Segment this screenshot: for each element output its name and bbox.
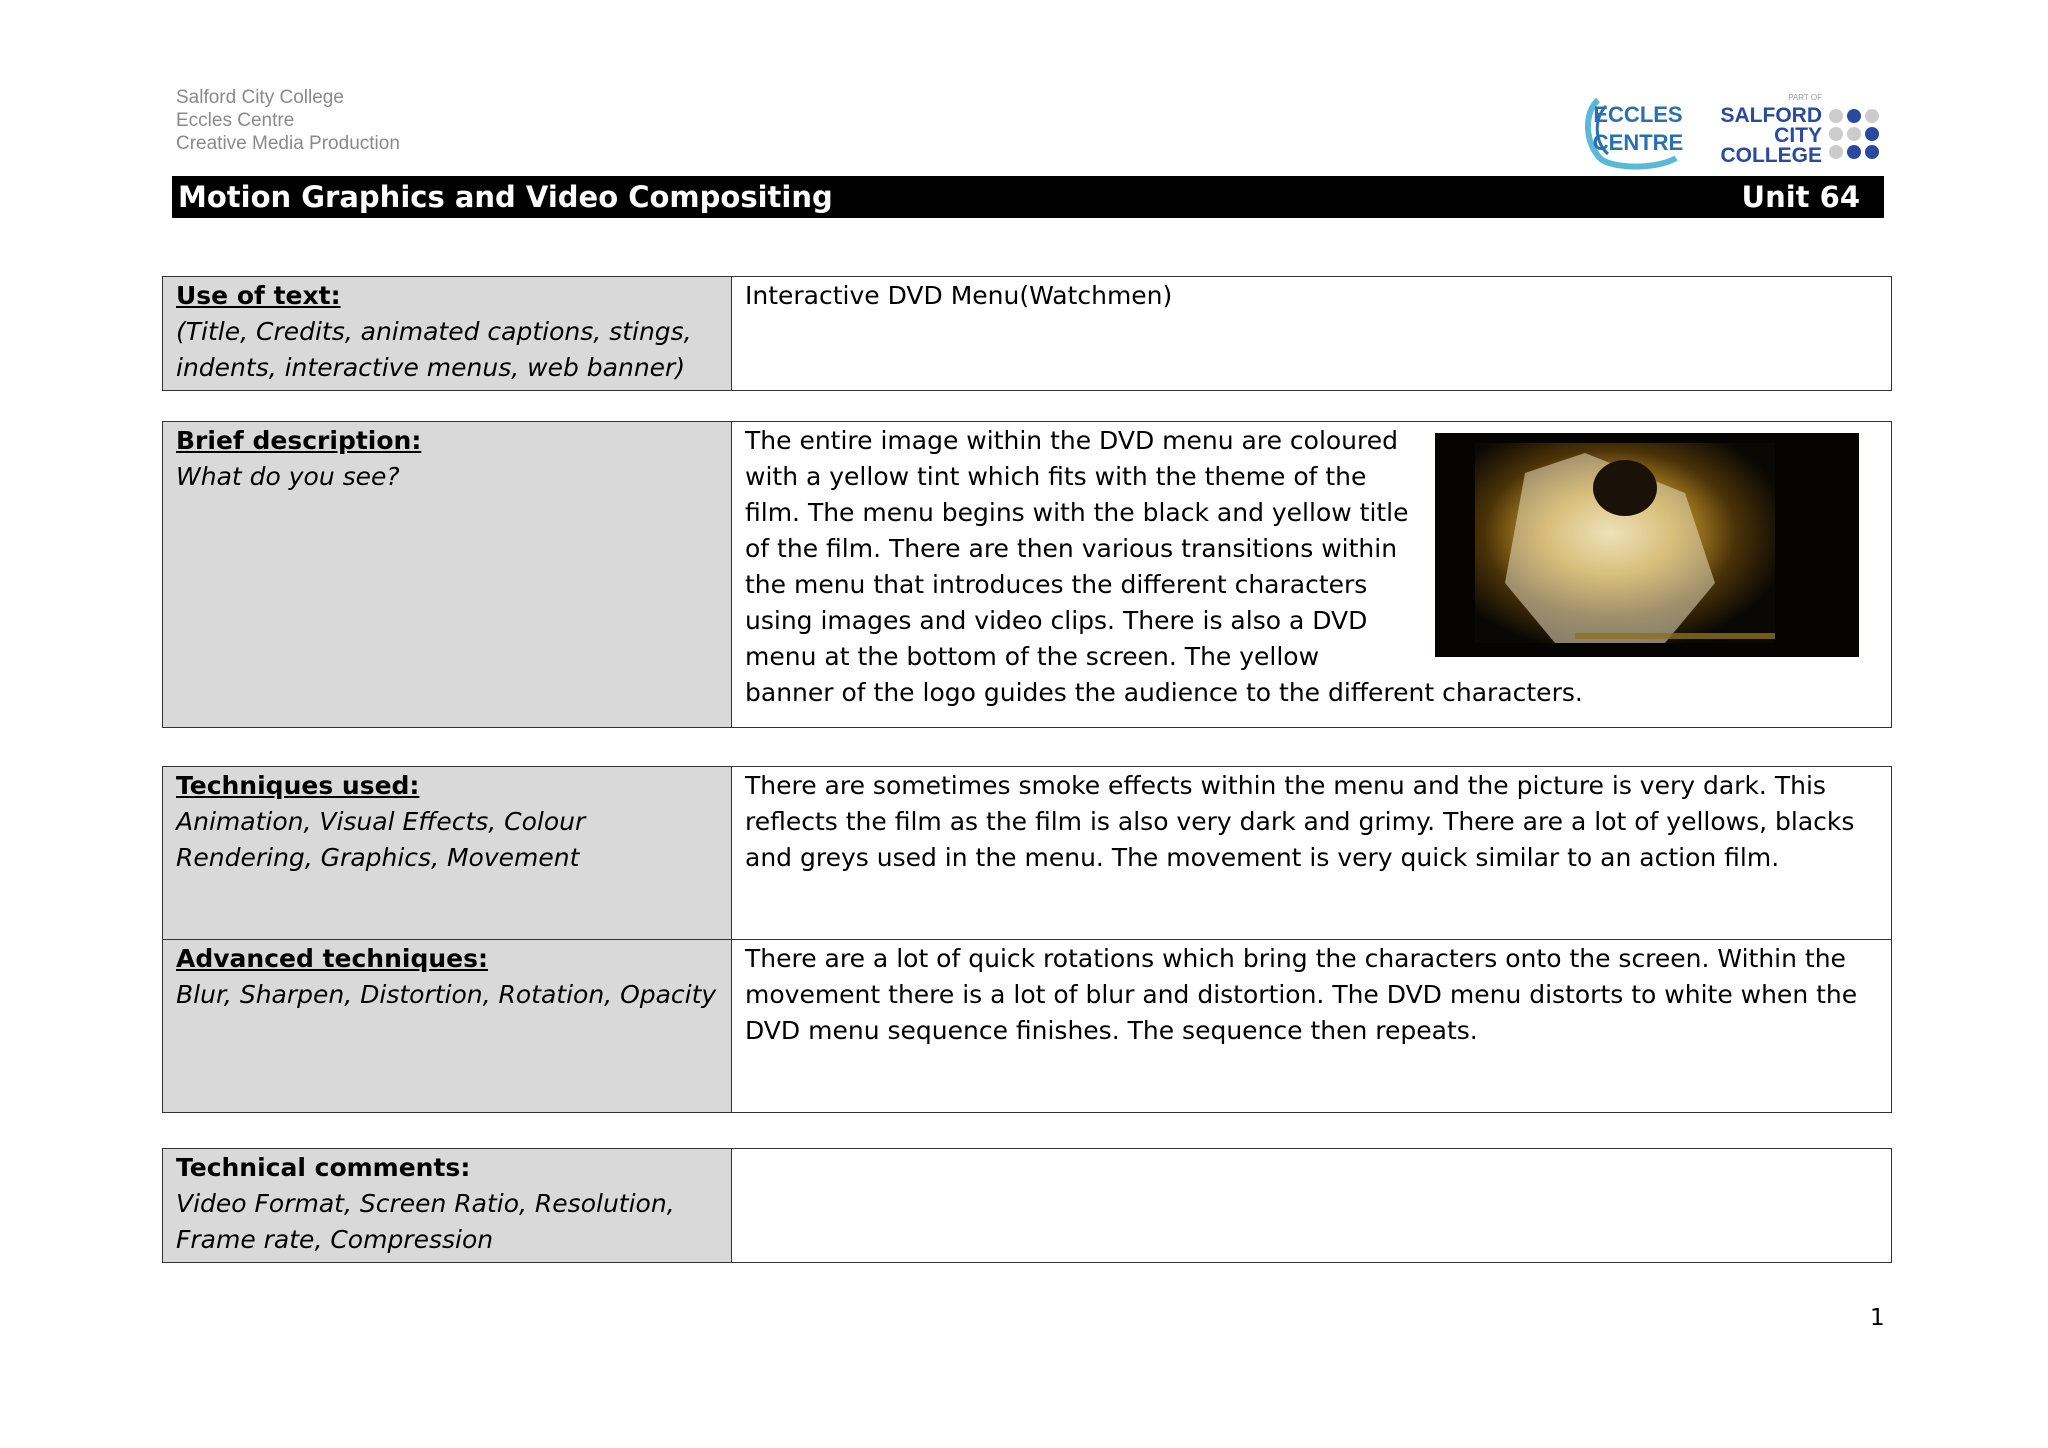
salford-logo-word3: COLLEGE — [1720, 144, 1822, 167]
brief-description-content-cell — [732, 422, 1892, 728]
advanced-techniques-hint: Blur, Sharpen, Distortion, Rotation, Opacity — [176, 980, 717, 1009]
use-of-text-heading: Use of text: — [176, 281, 341, 310]
department-name: Creative Media Production — [176, 133, 400, 154]
technical-comments-table — [162, 1148, 1892, 1263]
technical-comments-content[interactable] — [732, 1149, 1892, 1263]
brief-description-label-cell — [163, 422, 732, 728]
eccles-logo-word1: ECCLES — [1593, 102, 1683, 127]
technical-comments-hint: Video Format, Screen Ratio, Resolution, Frame rate, Compression — [176, 1189, 675, 1254]
title-bar — [172, 176, 1884, 218]
college-info — [176, 86, 400, 155]
advanced-techniques-label-cell — [163, 940, 732, 1113]
techniques-table — [162, 766, 1892, 1113]
salford-logo-part-of: PART OF — [1788, 93, 1822, 102]
logo-dots — [1829, 109, 1879, 159]
use-of-text-content: Interactive DVD Menu(Watchmen) — [732, 277, 1892, 391]
centre-name: Eccles Centre — [176, 110, 295, 131]
salford-logo-word1: SALFORD — [1720, 104, 1822, 127]
use-of-text-table — [162, 276, 1892, 391]
unit-title: Motion Graphics and Video Compositing — [178, 180, 833, 214]
technical-comments-heading: Technical comments: — [176, 1153, 471, 1182]
advanced-techniques-heading: Advanced techniques: — [176, 944, 488, 973]
techniques-used-label-cell — [163, 767, 732, 940]
advanced-techniques-content: There are a lot of quick rotations which bring the characters onto the screen. Within the movement there is a lot of blur and distortion. The DVD menu distorts to white when the DVD menu sequence finishes. The sequence then repeats. — [732, 940, 1892, 1113]
eccles-centre-logo — [1580, 92, 1690, 168]
techniques-used-content: There are sometimes smoke effects within the menu and the picture is very dark. This reflects the film as the film is also very dark and grimy. There are a lot of yellows, blacks and greys used in the menu. The movement is very quick similar to an action film. — [732, 767, 1892, 940]
salford-city-college-logo — [1720, 92, 1894, 168]
use-of-text-label-cell — [163, 277, 732, 391]
unit-number: Unit 64 — [1741, 180, 1860, 214]
page-number: 1 — [1870, 1305, 1885, 1331]
technical-comments-label-cell — [163, 1149, 732, 1263]
techniques-used-heading: Techniques used: — [176, 771, 420, 800]
brief-description-content: The entire image within the DVD menu are coloured with a yellow tint which fits with the theme of the film. The menu begins with the black and yellow title of the film. There are then various transitions within the menu that introduces the different characters using images and video clips. There is also a DVD menu at the bottom of the screen. The yellow banner of the logo guides the audience to the different characters. — [745, 426, 1583, 707]
brief-description-table — [162, 421, 1892, 728]
eccles-logo-word2: CENTRE — [1592, 130, 1684, 155]
use-of-text-hint: (Title, Credits, animated captions, stings, indents, interactive menus, web banner) — [176, 317, 692, 382]
college-name: Salford City College — [176, 87, 344, 108]
techniques-used-hint: Animation, Visual Effects, Colour Rendering, Graphics, Movement — [176, 807, 586, 872]
salford-logo-word2: CITY — [1774, 124, 1822, 147]
brief-description-heading: Brief description: — [176, 426, 422, 455]
brief-description-hint: What do you see? — [176, 462, 400, 491]
dvd-menu-screenshot — [1435, 433, 1859, 657]
